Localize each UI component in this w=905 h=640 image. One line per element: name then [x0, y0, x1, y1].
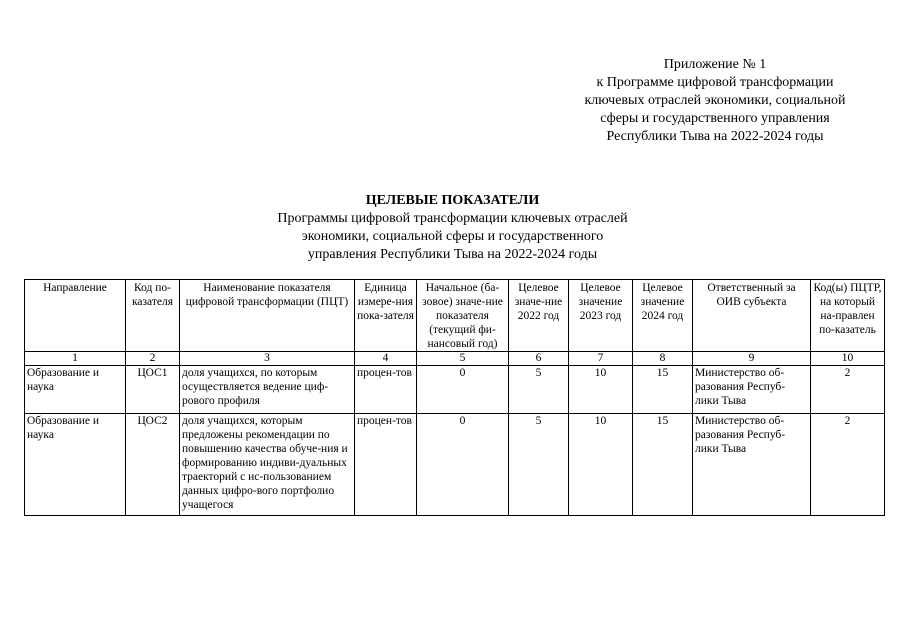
col-header-2022: Целевое значе-ние 2022 год [509, 280, 569, 352]
cell-pctr: 2 [811, 414, 885, 516]
cell-direction: Образование и наука [25, 366, 126, 414]
cell-name: доля учащихся, которым предложены рекомендации по повышению качества обуче-ния и формированию индиви-дуальных траекторий с ис-пользованием данных цифро-вого портфолио учащегося [180, 414, 355, 516]
appendix-line: сферы и государственного управления [600, 111, 830, 126]
cell-pctr: 2 [811, 366, 885, 414]
col-header-name: Наименование показателя цифровой трансформации (ПЦТ) [180, 280, 355, 352]
table-row [25, 414, 885, 516]
cell-2023: 10 [569, 414, 633, 516]
appendix-note [560, 56, 870, 146]
column-number: 5 [417, 352, 509, 366]
cell-2023: 10 [569, 366, 633, 414]
indicators-table [24, 279, 885, 516]
column-number: 3 [180, 352, 355, 366]
cell-unit: процен-тов [355, 414, 417, 516]
cell-base: 0 [417, 414, 509, 516]
appendix-line: Республики Тыва на 2022-2024 годы [606, 129, 824, 144]
col-header-responsible: Ответственный за ОИВ субъекта [693, 280, 811, 352]
column-number: 2 [126, 352, 180, 366]
cell-2022: 5 [509, 366, 569, 414]
col-header-unit: Единица измере-ния пока-зателя [355, 280, 417, 352]
table-header-row [25, 280, 885, 352]
cell-responsible: Министерство об-разования Респуб-лики Тыва [693, 414, 811, 516]
cell-responsible: Министерство об-разования Респуб-лики Тыва [693, 366, 811, 414]
table-row [25, 366, 885, 414]
column-number: 7 [569, 352, 633, 366]
cell-direction: Образование и наука [25, 414, 126, 516]
column-number: 8 [633, 352, 693, 366]
col-header-direction: Направление [25, 280, 126, 352]
appendix-line: к Программе цифровой трансформации [596, 75, 834, 90]
cell-base: 0 [417, 366, 509, 414]
cell-2024: 15 [633, 414, 693, 516]
column-number: 4 [355, 352, 417, 366]
col-header-2023: Целевое значение 2023 год [569, 280, 633, 352]
col-header-base: Начальное (ба-зовое) значе-ние показателя (текущий фи-нансовый год) [417, 280, 509, 352]
column-number: 1 [25, 352, 126, 366]
cell-unit: процен-тов [355, 366, 417, 414]
cell-2022: 5 [509, 414, 569, 516]
subtitle-line: экономики, социальной сферы и государственного [301, 229, 604, 244]
document-heading [190, 192, 715, 264]
subtitle-line: управления Республики Тыва на 2022-2024 годы [307, 247, 598, 262]
col-header-pctr: Код(ы) ПЦТР, на который на-правлен по-казатель [811, 280, 885, 352]
column-number-row [25, 352, 885, 366]
appendix-line: ключевых отраслей экономики, социальной [584, 93, 846, 108]
subtitle-line: Программы цифровой трансформации ключевых отраслей [277, 211, 628, 226]
column-number: 10 [811, 352, 885, 366]
col-header-2024: Целевое значение 2024 год [633, 280, 693, 352]
cell-code: ЦОС2 [126, 414, 180, 516]
page-title: ЦЕЛЕВЫЕ ПОКАЗАТЕЛИ [365, 193, 540, 208]
cell-code: ЦОС1 [126, 366, 180, 414]
appendix-line: Приложение № 1 [663, 57, 767, 72]
column-number: 6 [509, 352, 569, 366]
cell-2024: 15 [633, 366, 693, 414]
cell-name: доля учащихся, по которым осуществляется ведение циф-рового профиля [180, 366, 355, 414]
col-header-code: Код по-казателя [126, 280, 180, 352]
column-number: 9 [693, 352, 811, 366]
